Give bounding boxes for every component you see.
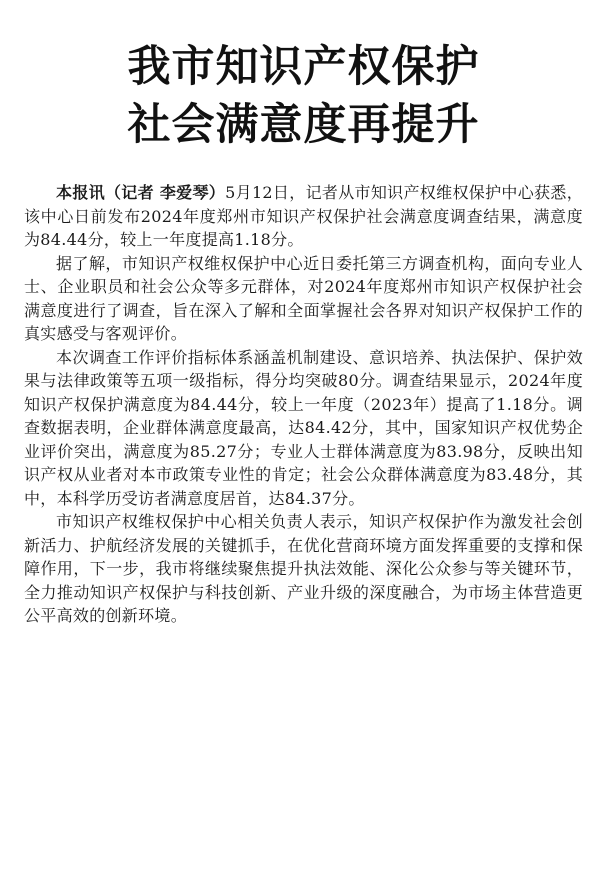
lead-paragraph [24, 181, 583, 252]
lead-text: 5月12日，记者从市知识产权维权保护中心获悉，该中心日前发布2024年度郑州市知识产权保护社会满意度调查结果，满意度为84.44分，较上一年度提高1.18分。 [24, 183, 583, 249]
dateline-open: 本报讯（记者 [56, 183, 160, 202]
body-paragraph: 据了解，市知识产权维权保护中心近日委托第三方调查机构，面向专业人士、企业职员和社会公众等多元群体，对2024年度郑州市知识产权保护社会满意度进行了调查，旨在深入了解和全面掌握社会各界对知识产权保护工作的真实感受与客观评价。 [24, 253, 583, 343]
dateline-close: ） [208, 183, 226, 202]
headline-line-1: 我市知识产权保护 [127, 42, 480, 92]
body-paragraph: 本次调查工作评价指标体系涵盖机制建设、意识培养、执法保护、保护效果与法律政策等五项一级指标，得分均突破80分。调查结果显示，2024年度知识产权保护满意度为84.44分，较上一年度（2023年）提高了1.18分。调查数据表明，企业群体满意度最高，达84.42分，其中，国家知识产权优势企业评价突出，满意度为85.27分；专业人士群体满意度为83.98分，反映出知识产权从业者对本市政策专业性的肯定；社会公众群体满意度为83.48分，其中，本科学历受访者满意度居首，达84.37分。 [24, 347, 583, 508]
dateline-tag [56, 183, 225, 202]
headline-line-2: 社会满意度再提升 [127, 100, 480, 150]
body-paragraph: 市知识产权维权保护中心相关负责人表示，知识产权保护作为激发社会创新活力、护航经济发展的关键抓手，在优化营商环境方面发挥重要的支撑和保障作用，下一步，我市将继续聚焦提升执法效能、深化公众参与等关键环节，全力推动知识产权保护与科技创新、产业升级的深度融合，为市场主体营造更公平高效的创新环境。 [24, 512, 583, 625]
reporter-name: 李爱琴 [159, 183, 209, 202]
article-headline [24, 38, 583, 154]
article-body [24, 181, 583, 628]
